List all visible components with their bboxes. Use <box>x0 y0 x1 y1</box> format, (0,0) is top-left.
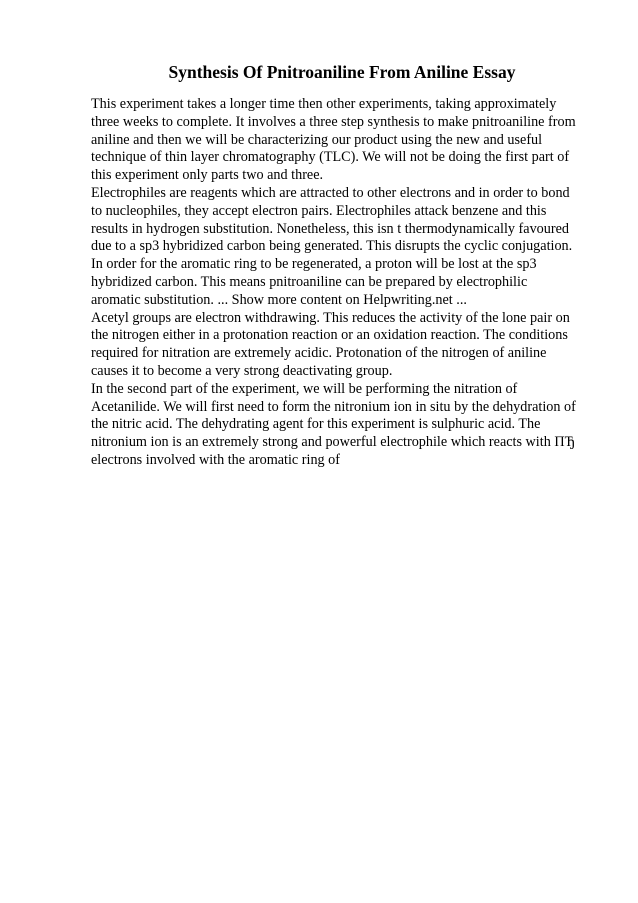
body-line: required for nitration are extremely acidic. Protonation of the nitrogen of aniline <box>91 345 547 362</box>
body-line: electrons involved with the aromatic ring of <box>91 451 340 468</box>
body-line: aniline and then we will be characterizing our product using the new and useful <box>91 131 543 148</box>
body-line: Acetyl groups are electron withdrawing. This reduces the activity of the lone pair on <box>91 309 570 326</box>
body-line: due to a sp3 hybridized carbon being generated. This disrupts the cyclic conjugation. <box>91 238 573 255</box>
body-line: This experiment takes a longer time then other experiments, taking approximately <box>91 96 557 112</box>
body-line: the nitrogen either in a protonation reaction or an oxidation reaction. The conditions <box>91 327 568 344</box>
body-line: In order for the aromatic ring to be regenerated, a proton will be lost at the sp3 <box>91 256 537 273</box>
body-line: Electrophiles are reagents which are attracted to other electrons and in order to bond <box>91 184 570 201</box>
document-title: Synthesis Of Pnitroaniline From Aniline Essay <box>168 62 516 82</box>
body-line: this experiment only parts two and three. <box>91 167 324 184</box>
body-line: the nitric acid. The dehydrating agent for this experiment is sulphuric acid. The <box>91 416 541 433</box>
body-line: technique of thin layer chromatography (TLC). We will not be doing the first part of <box>91 149 570 166</box>
body-line: results in hydrogen substitution. Nonetheless, this isn t thermodynamically favoured <box>91 220 569 237</box>
body-line: three weeks to complete. It involves a three step synthesis to make pnitroaniline from <box>91 113 576 130</box>
body-line: aromatic substitution. ... Show more content on Helpwriting.net ... <box>91 291 467 308</box>
body-line: In the second part of the experiment, we will be performing the nitration of <box>91 380 518 397</box>
body-line: Acetanilide. We will first need to form the nitronium ion in situ by the dehydration of <box>91 398 576 415</box>
body-line: causes it to become a very strong deactivating group. <box>91 362 393 379</box>
document-body <box>91 96 601 470</box>
body-line: hybridized carbon. This means pnitroaniline can be prepared by electrophilic <box>91 273 528 290</box>
body-line: nitronium ion is an extremely strong and powerful electrophile which reacts with ПЂ <box>91 434 576 451</box>
body-line: to nucleophiles, they accept electron pairs. Electrophiles attack benzene and this <box>91 202 547 219</box>
